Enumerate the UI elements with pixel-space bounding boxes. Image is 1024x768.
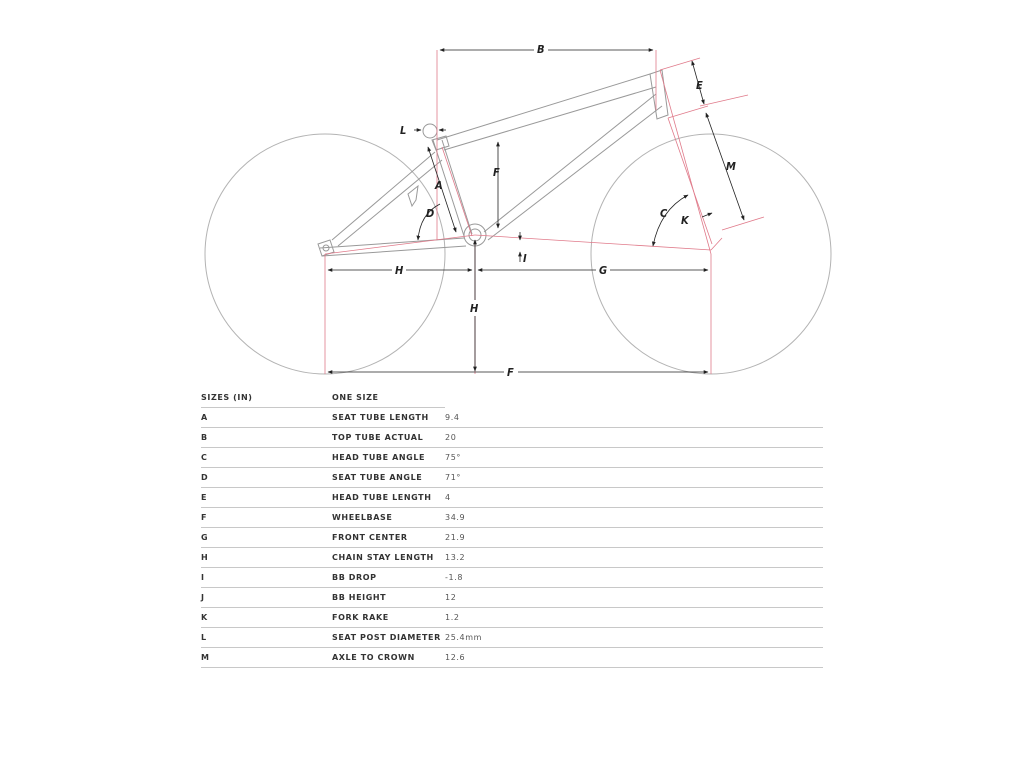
- row-value: 9.4: [445, 408, 823, 428]
- row-name: AXLE TO CROWN: [332, 648, 445, 668]
- geometry-table: [201, 387, 823, 668]
- header-sizes: SIZES (IN): [201, 387, 332, 408]
- table-row: [201, 508, 823, 528]
- row-code: L: [201, 628, 332, 648]
- row-name: FRONT CENTER: [332, 528, 445, 548]
- table-row: [201, 468, 823, 488]
- label-b: B: [537, 43, 545, 56]
- label-a: A: [435, 179, 443, 192]
- table-row: [201, 648, 823, 668]
- table-row: [201, 488, 823, 508]
- table-row: [201, 428, 823, 448]
- row-name: WHEELBASE: [332, 508, 445, 528]
- row-value: 1.2: [445, 608, 823, 628]
- header-one-size: ONE SIZE: [332, 387, 445, 408]
- row-code: B: [201, 428, 332, 448]
- dimension-lines: [325, 50, 764, 374]
- row-name: FORK RAKE: [332, 608, 445, 628]
- row-value: 4: [445, 488, 823, 508]
- row-value: 75°: [445, 448, 823, 468]
- row-code: M: [201, 648, 332, 668]
- row-name: TOP TUBE ACTUAL: [332, 428, 445, 448]
- row-name: CHAIN STAY LENGTH: [332, 548, 445, 568]
- row-name: BB HEIGHT: [332, 588, 445, 608]
- row-name: HEAD TUBE ANGLE: [332, 448, 445, 468]
- row-name: BB DROP: [332, 568, 445, 588]
- row-value: 71°: [445, 468, 823, 488]
- table-row: [201, 588, 823, 608]
- row-value: 21.9: [445, 528, 823, 548]
- table-row: [201, 548, 823, 568]
- row-name: SEAT TUBE ANGLE: [332, 468, 445, 488]
- row-name: SEAT TUBE LENGTH: [332, 408, 445, 428]
- label-f-wheelbase: F: [507, 366, 514, 379]
- table-row: [201, 608, 823, 628]
- label-f-standover: F: [493, 166, 500, 179]
- row-value: 13.2: [445, 548, 823, 568]
- row-code: C: [201, 448, 332, 468]
- row-value: 25.4mm: [445, 628, 823, 648]
- row-code: K: [201, 608, 332, 628]
- row-code: I: [201, 568, 332, 588]
- row-name: SEAT POST DIAMETER: [332, 628, 445, 648]
- table-header-row: [201, 387, 823, 408]
- row-value: 12: [445, 588, 823, 608]
- row-code: F: [201, 508, 332, 528]
- bike-frame: [318, 70, 668, 256]
- label-c: C: [660, 207, 668, 220]
- table-row: [201, 448, 823, 468]
- table-row: [201, 568, 823, 588]
- table-row: [201, 408, 823, 428]
- label-m: M: [726, 160, 736, 173]
- label-e: E: [696, 79, 703, 92]
- row-value: 34.9: [445, 508, 823, 528]
- row-code: J: [201, 588, 332, 608]
- row-value: 12.6: [445, 648, 823, 668]
- row-code: E: [201, 488, 332, 508]
- label-h-bbheight: H: [470, 302, 479, 315]
- table-row: [201, 528, 823, 548]
- label-l: L: [400, 124, 407, 137]
- label-g: G: [599, 264, 608, 277]
- label-d: D: [426, 207, 435, 220]
- label-k: K: [681, 214, 689, 227]
- row-name: HEAD TUBE LENGTH: [332, 488, 445, 508]
- row-code: A: [201, 408, 332, 428]
- dimension-arrows: [328, 50, 744, 372]
- row-code: G: [201, 528, 332, 548]
- row-value: 20: [445, 428, 823, 448]
- table-row: [201, 628, 823, 648]
- label-h-chainstay: H: [395, 264, 404, 277]
- label-i: I: [523, 252, 527, 265]
- row-code: D: [201, 468, 332, 488]
- row-code: H: [201, 548, 332, 568]
- row-value: -1.8: [445, 568, 823, 588]
